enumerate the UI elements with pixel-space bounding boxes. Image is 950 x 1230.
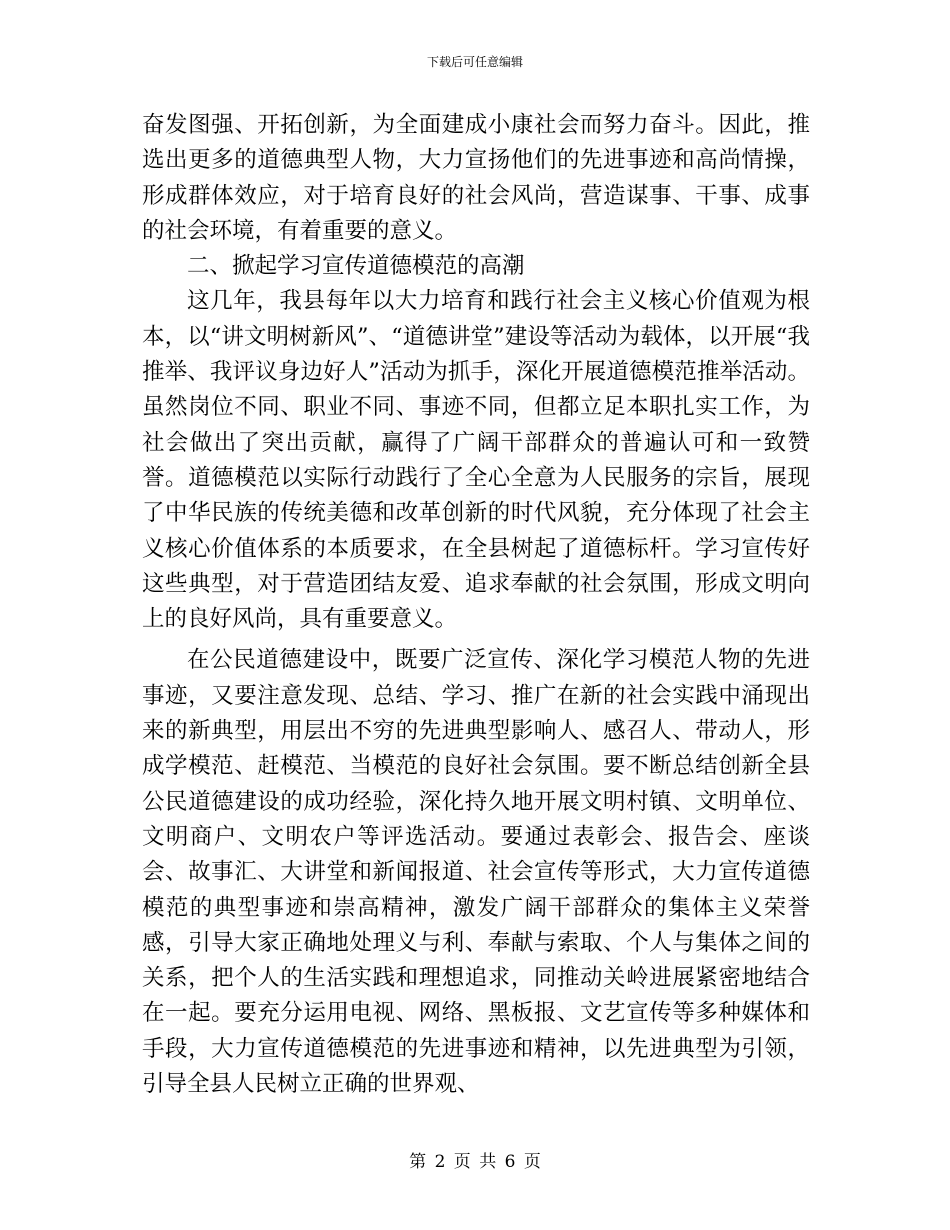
paragraph: 这几年，我县每年以大力培育和践行社会主义核心价值观为根本，以“讲文明树新风”、“道德讲堂”建设等活动为载体，以开展“我推举、我评议身边好人”活动为抓手，深化开展道德模范推举活动。虽然岗位不同、职业不同、事迹不同，但都立足本职扎实工作，为社会做出了突出贡献，赢得了广阔干部群众的普遍认可和一致赞誉。道德模范以实际行动践行了全心全意为人民服务的宗旨，展现了中华民族的传统美德和改革创新的时代风貌，充分体现了社会主义核心价值体系的本质要求，在全县树起了道德标杆。学习宣传好这些典型，对于营造团结友爱、追求奉献的社会氛围，形成文明向上的良好风尚，具有重要意义。 [142, 288, 810, 633]
section-heading: 二、掀起学习宣传道德模范的高潮 [187, 253, 525, 280]
paragraph-continuation: 奋发图强、开拓创新，为全面建成小康社会而努力奋斗。因此，推选出更多的道德典型人物，大力宣扬他们的先进事迹和高尚情操，形成群体效应，对于培育良好的社会风尚，营造谋事、干事、成事的社会环境，有着重要的意义。 [142, 112, 810, 244]
paragraph: 在公民道德建设中，既要广泛宣传、深化学习模范人物的先进事迹，又要注意发现、总结、学习、推广在新的社会实践中涌现出来的新典型，用层出不穷的先进典型影响人、感召人、带动人，形成学模范、赶模范、当模范的良好社会氛围。要不断总结创新全县公民道德建设的成功经验，深化持久地开展文明村镇、文明单位、文明商户、文明农户等评选活动。要通过表彰会、报告会、座谈会、故事汇、大讲堂和新闻报道、社会宣传等形式，大力宣传道德模范的典型事迹和崇高精神，激发广阔干部群众的集体主义荣誉感，引导大家正确地处理义与利、奉献与索取、个人与集体之间的关系，把个人的生活实践和理想追求，同推动关岭进展紧密地结合在一起。要充分运用电视、网络、黑板报、文艺宣传等多种媒体和手段，大力宣传道德模范的先进事迹和精神，以先进典型为引领，引导全县人民树立正确的世界观、 [142, 647, 810, 1098]
document-body [142, 108, 810, 1102]
page-number-footer: 第 2 页 共 6 页 [409, 1152, 541, 1172]
page-header: 下载后可任意编辑 [426, 55, 523, 69]
